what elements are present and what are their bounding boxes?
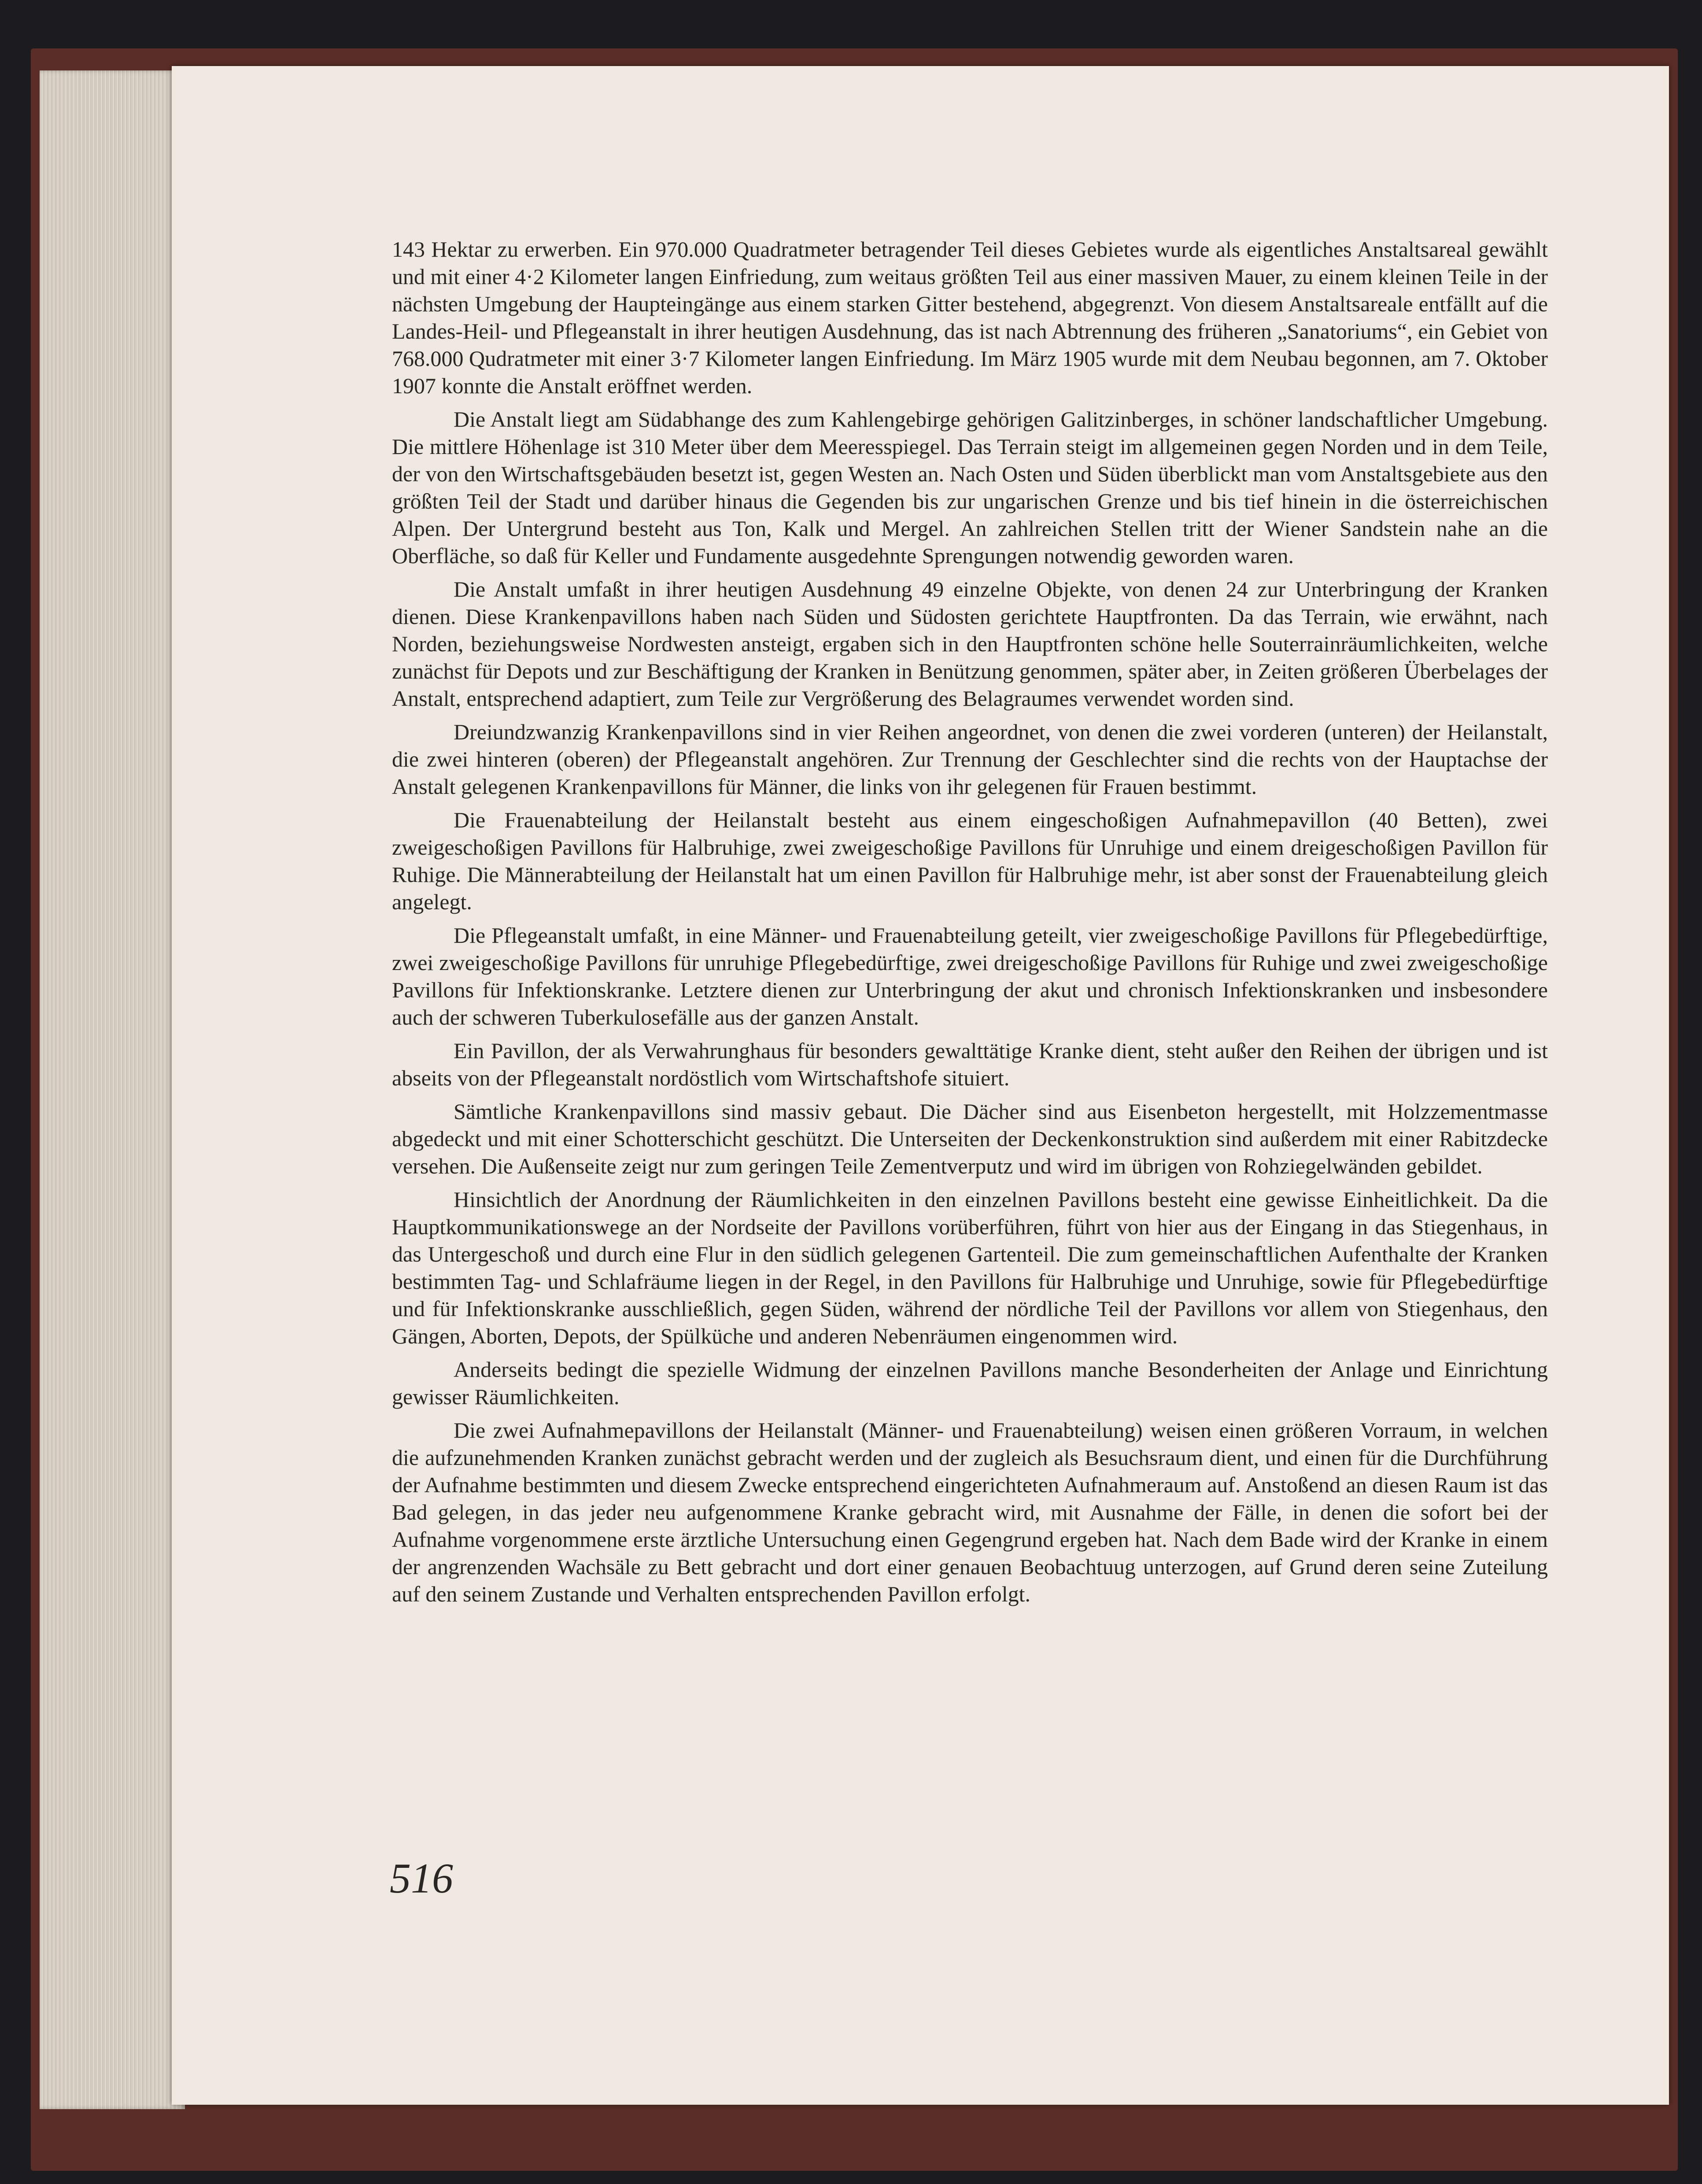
page-edges xyxy=(40,70,185,2109)
paragraph: Die zwei Aufnahmepavillons der Heilanstalt (Männer- und Frauenabteilung) weisen einen größeren Vorraum, in welchen die aufzunehmenden Kranken zunächst gebracht werden und der zugleich als Besuchsraum dient, und einen für die Durchführung der Aufnahme bestimmten und diesem Zwecke entsprechend eingerichteten Aufnahmeraum auf. Anstoßend an diesen Raum ist das Bad gelegen, in das jeder neu aufgenommene Kranke gebracht wird, mit Ausnahme der Fälle, in denen die sofort bei der Aufnahme vorgenommene erste ärztliche Untersuchung einen Gegengrund ergeben hat. Nach dem Bade wird der Kranke in einem der angrenzenden Wachsäle zu Bett gebracht und dort einer genauen Beobachtuug unterzogen, auf Grund deren seine Zuteilung auf den seinem Zustande und Verhalten entsprechenden Pavillon erfolgt. xyxy=(392,1418,1548,1606)
paragraph: Ein Pavillon, der als Verwahrunghaus für besonders gewalttätige Kranke dient, steht außer den Reihen der übrigen und ist abseits von der Pflegeanstalt nordöstlich vom Wirtschaftshofe situiert. xyxy=(392,1038,1548,1090)
paragraph: Anderseits bedingt die spezielle Widmung der einzelnen Pavillons manche Besonderheiten der Anlage und Einrichtung gewisser Räumlichkeiten. xyxy=(392,1357,1548,1409)
paragraph: Die Frauenabteilung der Heilanstalt besteht aus einem eingeschoßigen Aufnahmepavillon (40 Betten), zwei zweigeschoßigen Pavillons für Halbruhige, zwei zweigeschoßige Pavillons für Unruhige und einem dreigeschoßigen Pavillon für Ruhige. Die Männerabteilung der Heilanstalt hat um einen Pavillon für Halbruhige mehr, ist aber sonst der Frauenabteilung gleich angelegt. xyxy=(392,808,1548,914)
text-block xyxy=(392,236,1548,1614)
paragraph: Dreiundzwanzig Krankenpavillons sind in vier Reihen angeordnet, von denen die zwei vorderen (unteren) der Heilanstalt, die zwei hinteren (oberen) der Pflegeanstalt angehören. Zur Trennung der Geschlechter sind die rechts von der Hauptachse der Anstalt gelegenen Krankenpavillons für Männer, die links von ihr gelegenen für Frauen bestimmt. xyxy=(392,719,1548,799)
paragraph: Die Pflegeanstalt umfaßt, in eine Männer- und Frauenabteilung geteilt, vier zweigeschoßige Pavillons für Pflegebedürftige, zwei zweigeschoßige Pavillons für unruhige Pflegebedürftige, zwei dreigeschoßige Pavillons für Ruhige und zwei zweigeschoßige Pavillons für Infektionskranke. Letztere dienen zur Unterbringung der akut und chronisch Infektionskranken und insbesondere auch der schweren Tuberkulosefälle aus der ganzen Anstalt. xyxy=(392,923,1548,1029)
paragraph: Die Anstalt umfaßt in ihrer heutigen Ausdehnung 49 einzelne Objekte, von denen 24 zur Unterbringung der Kranken dienen. Diese Krankenpavillons haben nach Süden und Südosten gerichtete Hauptfronten. Da das Terrain, wie erwähnt, nach Norden, beziehungsweise Nordwesten ansteigt, ergaben sich in den Hauptfronten schöne helle Souterrainräumlichkeiten, welche zunächst für Depots und zur Beschäftigung der Kranken in Benützung genommen, später aber, in Zeiten größeren Überbelages der Anstalt, entsprechend adaptiert, zum Teile zur Vergrößerung des Belagraumes verwendet worden sind. xyxy=(392,577,1548,711)
paragraph: Sämtliche Krankenpavillons sind massiv gebaut. Die Dächer sind aus Eisenbeton hergestellt, mit Holzzementmasse abgedeckt und mit einer Schotterschicht geschützt. Die Unterseiten der Deckenkonstruktion sind außerdem mit einer Rabitzdecke versehen. Die Außenseite zeigt nur zum geringen Teile Zementverputz und wird im übrigen von Rohziegelwänden gebildet. xyxy=(392,1099,1548,1178)
paragraph: Die Anstalt liegt am Südabhange des zum Kahlengebirge gehörigen Galitzinberges, in schöner landschaftlicher Umgebung. Die mittlere Höhenlage ist 310 Meter über dem Meeresspiegel. Das Terrain steigt im allgemeinen gegen Norden und in dem Teile, der von den Wirtschaftsgebäuden besetzt ist, gegen Westen an. Nach Osten und Süden überblickt man vom Anstaltsgebiete aus den größten Teil der Stadt und darüber hinaus die Gegenden bis zur ungarischen Grenze und bis tief hinein in die österreichischen Alpen. Der Untergrund besteht aus Ton, Kalk und Mergel. An zahlreichen Stellen tritt der Wiener Sandstein nahe an die Oberfläche, so daß für Keller und Fundamente ausgedehnte Sprengungen notwendig geworden waren. xyxy=(392,407,1548,568)
paragraph: 143 Hektar zu erwerben. Ein 970.000 Quadratmeter betragender Teil dieses Gebietes wurde als eigentliches Anstaltsareal gewählt und mit einer 4·2 Kilometer langen Einfriedung, zum weitaus größten Teil aus einer massiven Mauer, zu einem kleinen Teile in der nächsten Umgebung der Haupteingänge aus einem starken Gitter bestehend, abgegrenzt. Von diesem Anstaltsareale entfällt auf die Landes-Heil- und Pflegeanstalt in ihrer heutigen Ausdehnung, das ist nach Abtrennung des früheren „Sanatoriums“, ein Gebiet von 768.000 Qudratmeter mit einer 3·7 Kilometer langen Einfriedung. Im März 1905 wurde mit dem Neubau begonnen, am 7. Oktober 1907 konnte die Anstalt eröffnet werden. xyxy=(392,237,1548,398)
paragraph: Hinsichtlich der Anordnung der Räumlichkeiten in den einzelnen Pavillons besteht eine gewisse Einheitlichkeit. Da die Hauptkommunikationswege an der Nordseite der Pavillons vorüberführen, führt von hier aus der Eingang in das Stiegenhaus, in das Untergeschoß und durch eine Flur in den südlich gelegenen Gartenteil. Die zum gemeinschaftlichen Aufenthalte der Kranken bestimmten Tag- und Schlafräume liegen in der Regel, in den Pavillons für Halbruhige und Unruhige, sowie für Pflegebedürftige und für Infektionskranke ausschließlich, gegen Süden, während der nördliche Teil der Pavillons vor allem von Stiegenhaus, den Gängen, Aborten, Depots, der Spülküche und anderen Nebenräumen eingenommen wird. xyxy=(392,1187,1548,1348)
page-number: 516 xyxy=(390,1855,453,1902)
